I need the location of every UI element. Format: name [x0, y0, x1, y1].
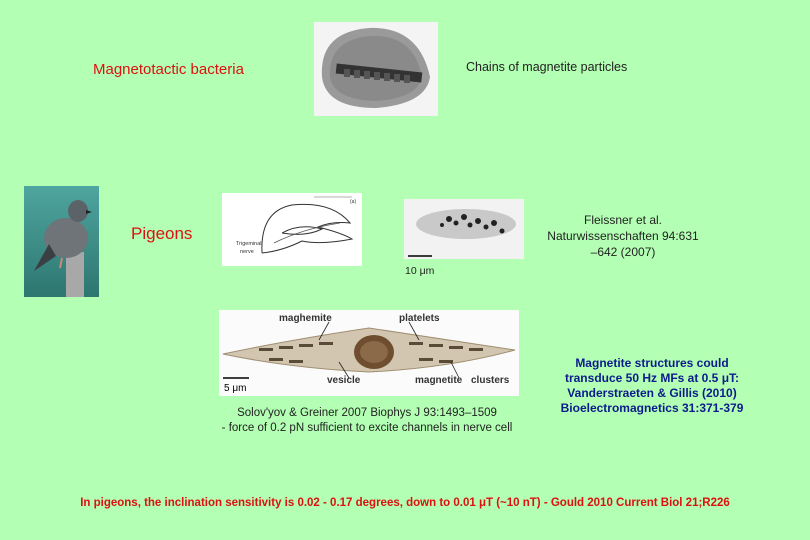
- magnetite-label: magnetite: [415, 375, 463, 386]
- magnetite-line-3: Vanderstraeten & Gillis (2010): [567, 386, 737, 400]
- bacteria-title: Magnetotactic bacteria: [93, 61, 244, 78]
- platelets-label: platelets: [399, 313, 440, 324]
- cell-citation-ref: Solov'yov & Greiner 2007 Biophys J 93:1493–1509: [237, 407, 497, 419]
- citation-line-1: Fleissner et al. Naturwissenschaften 94:631: [547, 213, 699, 243]
- magnetite-line-2: transduce 50 Hz MFs at 0.5 μT:: [564, 371, 740, 385]
- pigeon-scale-label: 10 μm: [405, 265, 435, 277]
- citation-line-2: –642 (2007): [590, 245, 656, 259]
- pigeons-title: Pigeons: [131, 224, 193, 243]
- pigeon-micrograph: [404, 199, 524, 259]
- cell-diagram: [219, 310, 519, 396]
- pigeon-citation: [538, 212, 708, 260]
- magnetite-line-1: Magnetite structures could: [575, 356, 729, 370]
- vesicle-label: vesicle: [327, 375, 361, 386]
- pigeon-image: [24, 186, 99, 297]
- bacteria-caption: Chains of magnetite particles: [466, 60, 628, 74]
- cell-image: [219, 310, 519, 396]
- trigeminal-diagram: [222, 193, 362, 266]
- cell-citation: [212, 406, 522, 436]
- bacteria-micrograph: [314, 22, 438, 116]
- cell-citation-note: - force of 0.2 pN sufficient to excite channels in nerve cell: [221, 422, 513, 434]
- cell-scale-label: 5 μm: [224, 383, 247, 394]
- trigeminal-label: Trigeminal: [236, 241, 262, 247]
- beak-diagram: [222, 193, 362, 266]
- clusters-label: clusters: [471, 375, 510, 386]
- nerve-label: nerve: [240, 249, 254, 255]
- bacteria-image: [314, 22, 438, 116]
- footer-note: In pigeons, the inclination sensitivity is 0.02 - 0.17 degrees, down to 0.01 μT (~10 nT) - Gould 2010 Current Biol 21;R226: [80, 497, 730, 509]
- pigeon-photo: [24, 186, 99, 297]
- diagram-tag: (a): [350, 199, 357, 205]
- magnetite-line-4: Bioelectromagnetics 31:371-379: [560, 401, 744, 415]
- magnetite-note: [556, 356, 748, 416]
- micrograph-image: [404, 199, 524, 259]
- maghemite-label: maghemite: [279, 313, 332, 324]
